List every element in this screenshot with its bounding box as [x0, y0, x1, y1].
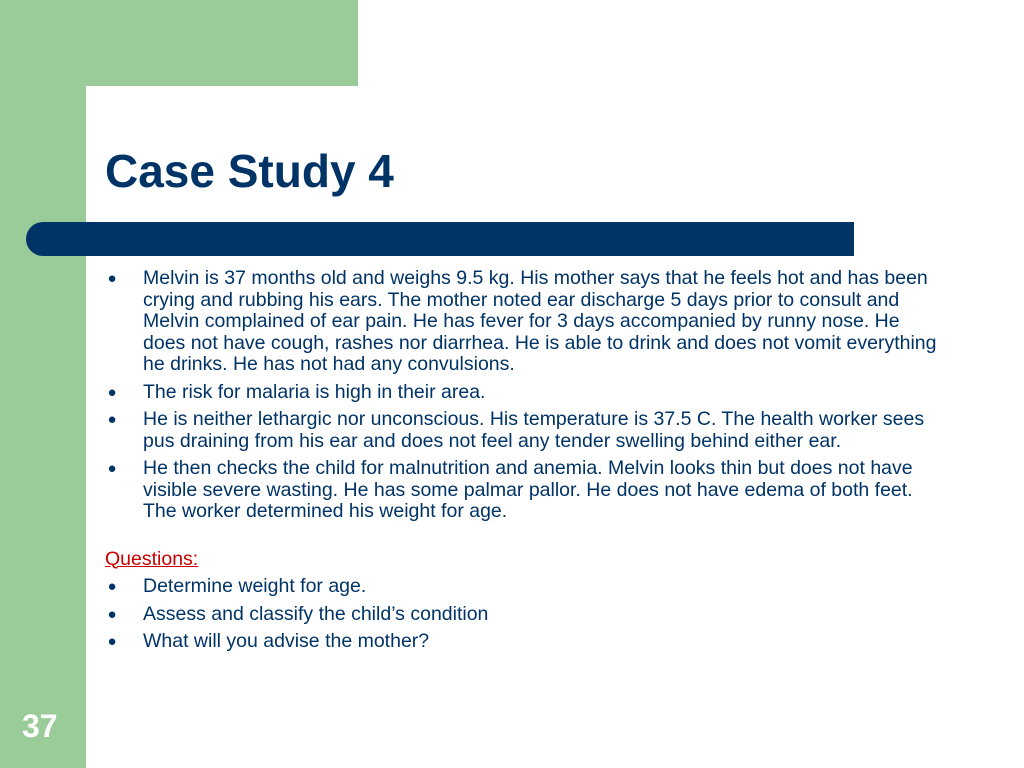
list-item — [105, 576, 945, 598]
list-item — [105, 604, 945, 626]
case-bullet-list — [105, 268, 945, 523]
left-green-panel — [0, 0, 86, 768]
slide-number: 37 — [22, 708, 58, 744]
title-underline-bar — [26, 222, 854, 256]
questions-list — [105, 576, 945, 653]
slide-body — [105, 268, 945, 659]
list-item — [105, 458, 945, 523]
bullet-icon: ● — [107, 460, 117, 477]
bullet-text: He is neither lethargic nor unconscious. His temperature is 37.5 C. The health worker sees pus draining from his ear and does not feel any tender swelling behind either ear. — [143, 408, 925, 452]
list-item — [105, 268, 945, 376]
bullet-text: He then checks the child for malnutrition and anemia. Melvin looks thin but does not have visible severe wasting. He has some palmar pallor. He does not have edema of both feet. The worker determined his weight for age. — [143, 457, 913, 522]
list-item — [105, 409, 945, 452]
bullet-icon: ● — [107, 411, 117, 428]
list-item — [105, 631, 945, 653]
bullet-icon: ● — [107, 605, 117, 623]
question-text: Determine weight for age. — [143, 575, 367, 597]
bullet-icon: ● — [107, 383, 117, 401]
questions-heading: Questions: — [105, 547, 199, 570]
question-text: What will you advise the mother? — [143, 630, 430, 652]
bullet-icon: ● — [107, 633, 117, 650]
bullet-icon: ● — [107, 270, 117, 287]
question-text: Assess and classify the child’s condition — [143, 602, 489, 625]
bullet-text: Melvin is 37 months old and weighs 9.5 kg. His mother says that he feels hot and has been crying and rubbing his ears. The mother noted ear discharge 5 days prior to consult and Melvin complained of ear pain. He has fever for 3 days accompanied by runny nose. He does not have cough, rashes nor diarrhea. He is able to drink and does not vomit everything he drinks. He has not had any convulsions. — [143, 267, 937, 375]
bullet-text: The risk for malaria is high in their area. — [143, 380, 486, 403]
slide-title: Case Study 4 — [105, 145, 394, 197]
bullet-icon: ● — [107, 578, 117, 595]
top-green-panel — [0, 0, 358, 86]
list-item — [105, 382, 945, 404]
